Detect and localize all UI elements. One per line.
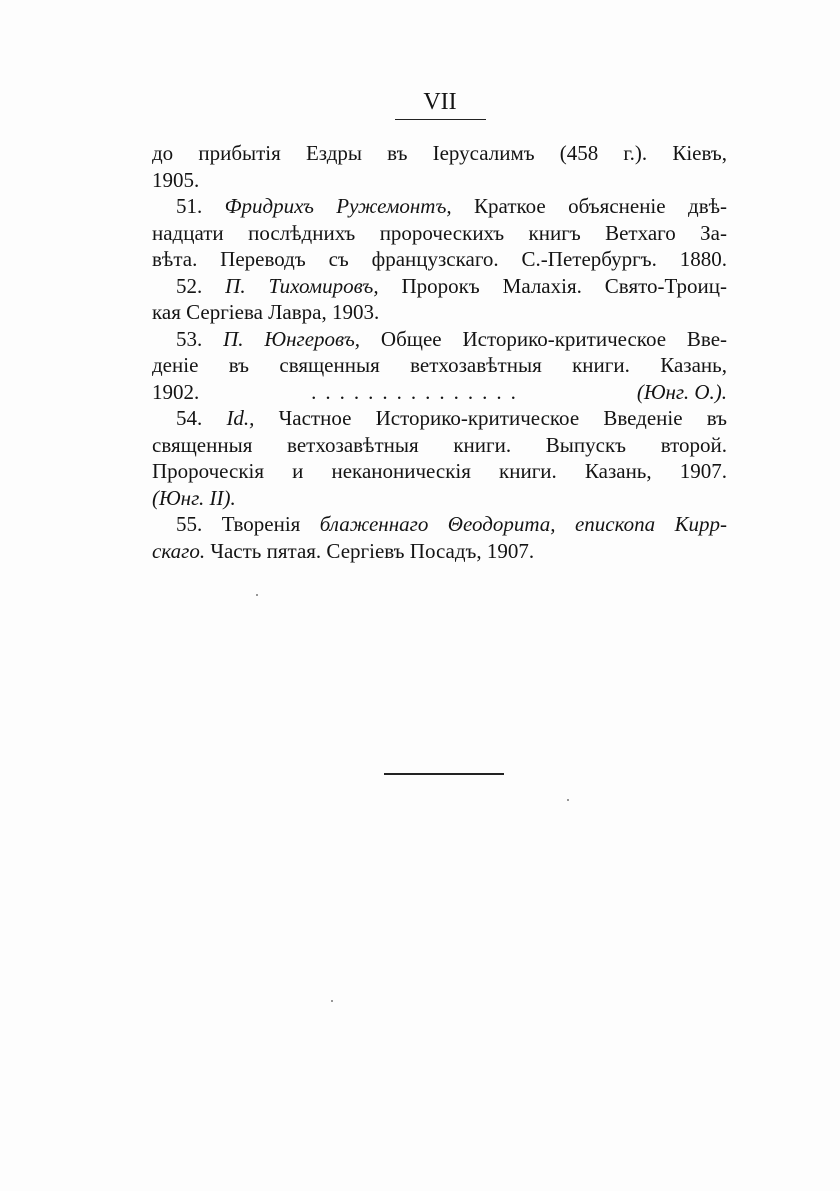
entry-53-number: 53.: [176, 326, 203, 351]
entry-55-line-1: [152, 511, 727, 538]
entry-54-number: 54.: [176, 406, 203, 430]
paper-speck: [331, 1000, 333, 1002]
entry-52-number: 52.: [176, 273, 203, 298]
entry-53-title-start: Общее Историко-критическое Вве-: [360, 326, 728, 351]
entry-51-line-2: надцати послѣднихъ пророческихъ книгъ Ветхаго За-: [152, 220, 727, 245]
entry-54-line-4: [152, 485, 727, 512]
paper-speck: [567, 799, 569, 801]
entry-55-author: блаженнаго Θеодорита, епископа Кирр-: [319, 512, 728, 536]
paper-speck: [256, 594, 258, 596]
entry-52-author: П. Тихомировъ,: [225, 273, 379, 298]
entry-53-year: 1902.: [152, 379, 200, 404]
entry-53-line-1: [152, 326, 727, 353]
entry-54-author: Id.,: [226, 406, 255, 430]
entry-55-number: 55.: [176, 512, 203, 536]
entry-54-line-2: священныя ветхозавѣтныя книги. Выпускъ второй.: [152, 432, 727, 457]
entry-53-leader-dots: ...............: [311, 379, 525, 404]
entry-52-line-2: кая Сергіева Лавра, 1903.: [152, 300, 380, 324]
entry-51-number: 51.: [176, 194, 203, 218]
page-number: VII: [423, 89, 457, 115]
entry-53-line-2: деніе въ священныя ветхозавѣтныя книги. Казань,: [152, 353, 727, 377]
entry-55-title: Творенія: [202, 512, 320, 536]
entry-50-line-2: 1905.: [152, 167, 200, 192]
entry-51-line-3: вѣта. Переводъ съ французскаго. С.-Петербургъ. 1880.: [152, 247, 727, 271]
entry-50-line-1: до прибытія Ездры въ Іерусалимъ (458 г.). Кіевъ,: [152, 141, 727, 165]
entry-54-line-3: Пророческія и неканоническія книги. Казань, 1907.: [152, 459, 727, 483]
entry-53-line-3: [152, 379, 727, 406]
entry-55-author-end: скаго.: [152, 538, 206, 563]
entry-53-abbreviation: (Юнг. О.).: [636, 379, 727, 404]
entry-55-title-rest: Часть пятая. Сергіевъ Посадъ, 1907.: [205, 538, 535, 563]
entry-52-line-1: [152, 273, 727, 300]
entry-53-author: П. Юнгеровъ,: [223, 326, 361, 351]
end-of-section-rule: [384, 773, 504, 775]
entry-52-title-start: Пророкъ Малахія. Свято-Троиц-: [378, 273, 727, 298]
entry-51-author: Фридрихъ Ружемонтъ,: [224, 194, 452, 218]
entry-51-title-start: Краткое объясненіе двѣ-: [451, 194, 728, 218]
bibliography-text: [152, 140, 727, 564]
page-number-rule: [395, 119, 486, 120]
entry-54-title-start: Частное Историко-критическое Введеніе въ: [254, 406, 728, 430]
entry-54-abbreviation: (Юнг. II).: [152, 485, 236, 510]
entry-55-line-2: [152, 538, 727, 565]
entry-54-line-1: [152, 405, 727, 432]
entry-51-line-1: [152, 193, 727, 220]
